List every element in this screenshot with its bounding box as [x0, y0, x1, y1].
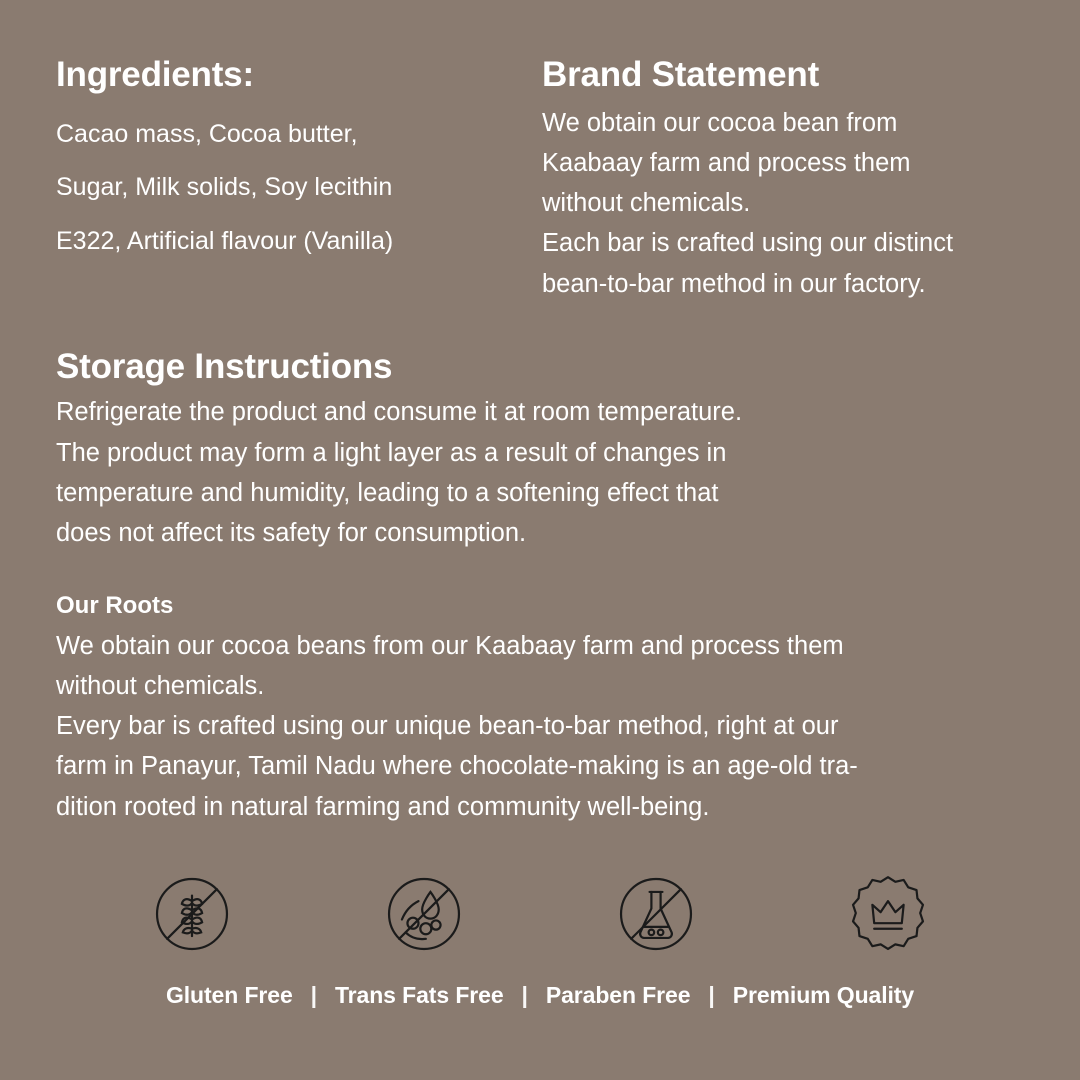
brand-statement-line: without chemicals.	[542, 189, 751, 218]
badge-separator: |	[708, 982, 715, 1008]
storage-instructions-block	[0, 304, 1080, 554]
our-roots-line: farm in Panayur, Tamil Nadu where chocolate-making is an age-old tra-	[56, 752, 858, 781]
ingredients-line: Cacao mass, Cocoa butter,	[56, 119, 358, 148]
badge-label-row	[0, 982, 1080, 1009]
wheat-crossed-icon	[146, 868, 238, 960]
storage-instructions-body	[56, 392, 1024, 553]
brand-statement-line: We obtain our cocoa bean from	[542, 108, 898, 137]
brand-statement-block	[542, 56, 1040, 304]
our-roots-body	[56, 626, 1024, 827]
ingredients-line: E322, Artificial flavour (Vanilla)	[56, 226, 394, 255]
brand-statement-line: Each bar is crafted using our distinct	[542, 229, 954, 258]
storage-line: Refrigerate the product and consume it at room temperature.	[56, 398, 743, 427]
flask-crossed-icon	[610, 868, 702, 960]
crown-seal-icon	[842, 868, 934, 960]
badge-icon-row	[0, 860, 1080, 960]
brand-statement-line: bean-to-bar method in our factory.	[542, 269, 926, 298]
our-roots-line: We obtain our cocoa beans from our Kaabaay farm and process them	[56, 631, 844, 660]
our-roots-line: dition rooted in natural farming and community well-being.	[56, 792, 710, 821]
ingredients-line: Sugar, Milk solids, Soy lecithin	[56, 173, 393, 201]
storage-line: does not affect its safety for consumption.	[56, 519, 527, 548]
ingredients-block	[56, 56, 486, 304]
top-section	[0, 0, 1080, 304]
storage-instructions-title: Storage Instructions	[56, 346, 393, 386]
certification-badges	[0, 860, 1080, 1009]
our-roots-line: without chemicals.	[56, 671, 265, 700]
badge-label-premium-quality: Premium Quality	[732, 982, 915, 1008]
brand-statement-body	[542, 103, 1040, 304]
storage-line: temperature and humidity, leading to a softening effect that	[56, 478, 719, 507]
oil-drop-crossed-icon	[378, 868, 470, 960]
badge-separator: |	[521, 982, 528, 1008]
our-roots-block	[0, 554, 1080, 827]
brand-statement-title: Brand Statement	[542, 55, 820, 94]
badge-label-trans-fats-free: Trans Fats Free	[335, 982, 504, 1008]
storage-line: The product may form a light layer as a result of changes in	[56, 438, 727, 467]
brand-statement-line: Kaabaay farm and process them	[542, 148, 911, 177]
badge-label-gluten-free: Gluten Free	[165, 982, 293, 1008]
ingredients-title: Ingredients:	[56, 55, 254, 94]
badge-separator: |	[310, 982, 317, 1008]
our-roots-line: Every bar is crafted using our unique bean-to-bar method, right at our	[56, 712, 839, 741]
our-roots-title: Our Roots	[56, 591, 174, 619]
badge-label-paraben-free: Paraben Free	[545, 982, 691, 1008]
